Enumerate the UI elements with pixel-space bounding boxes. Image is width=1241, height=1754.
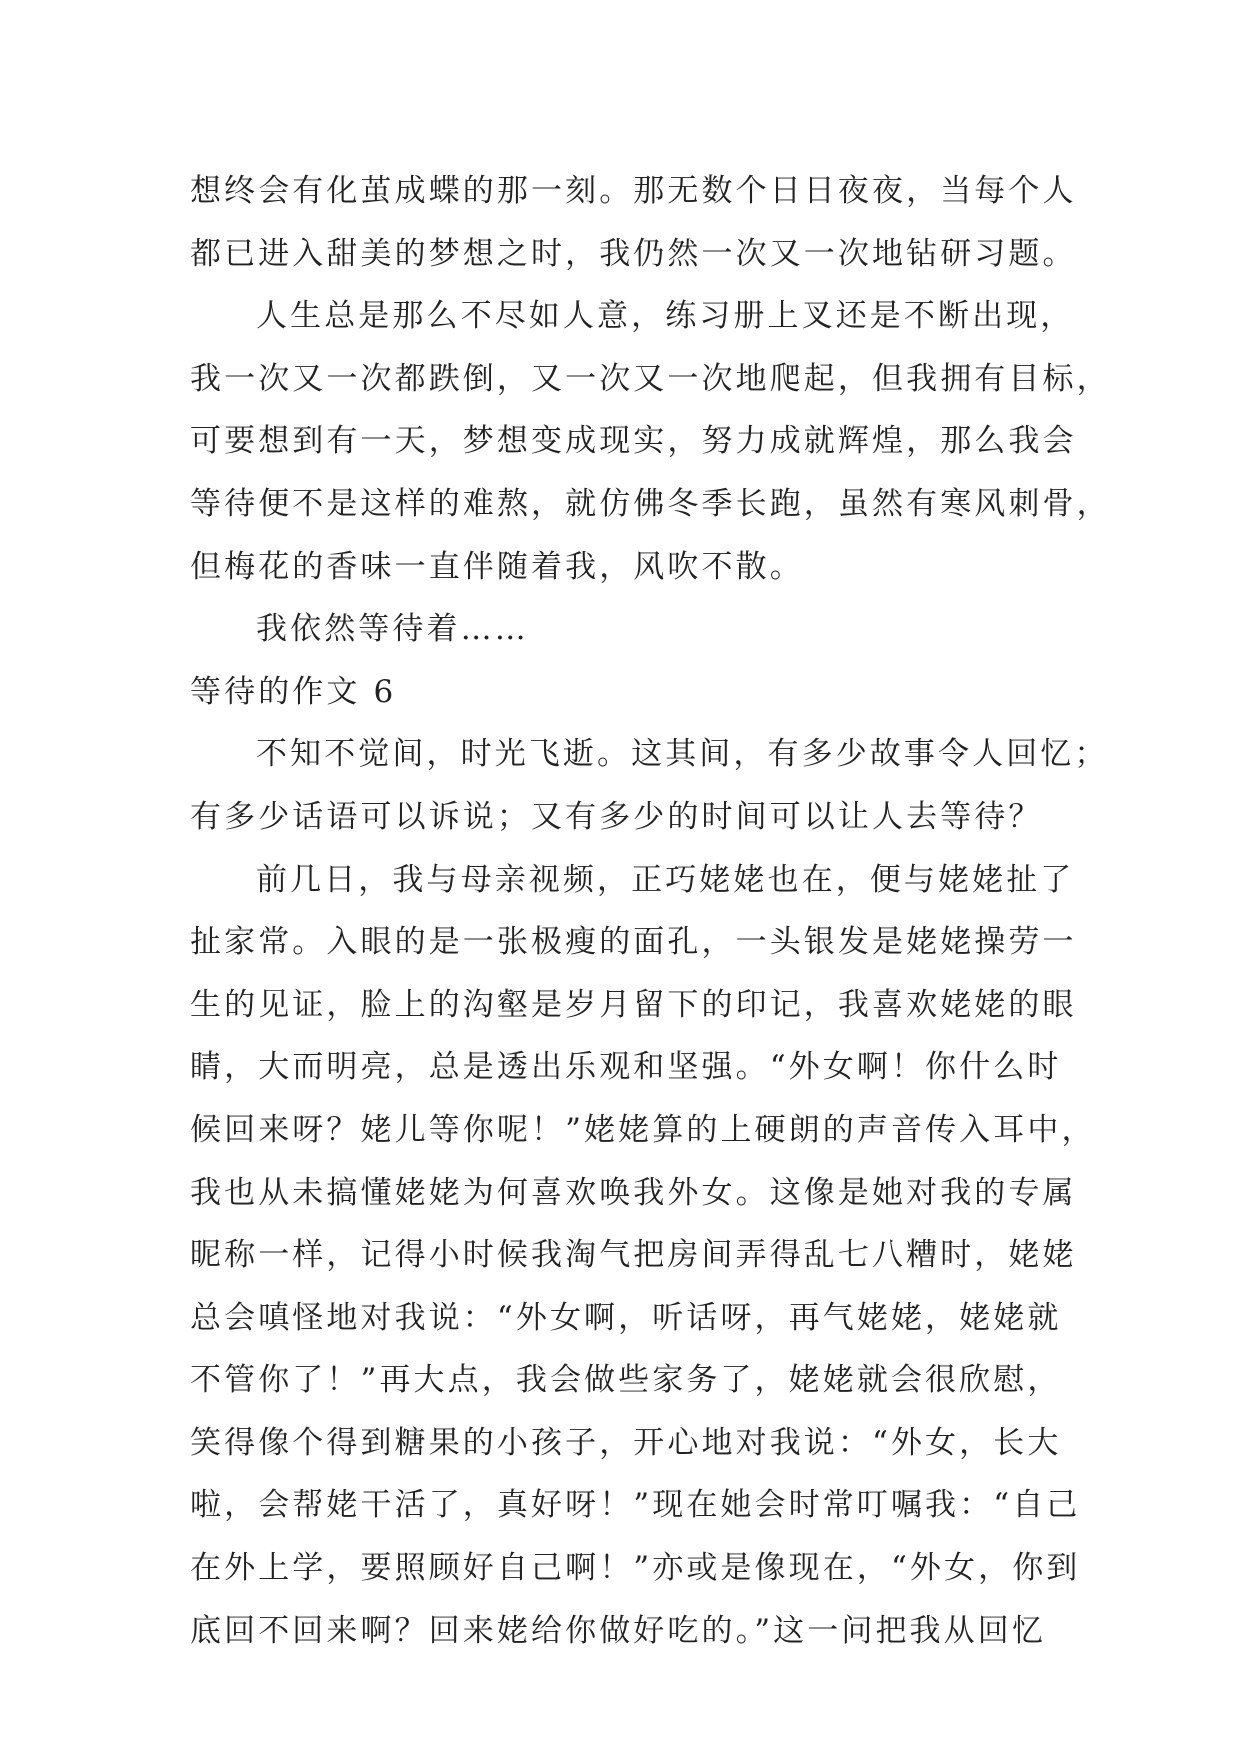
text-line-10: 不知不觉间，时光飞逝。这其间，有多少故事令人回忆； (256, 736, 1109, 773)
text-line-5: 可要想到有一天，梦想变成现实，努力成就辉煌，那么我会 (190, 423, 1077, 460)
text-line-19: 总会嗔怪地对我说：“外女啊，听话呀，再气姥姥，姥姥就 (190, 1299, 1062, 1336)
section-heading: 等待的作文 6 (190, 673, 397, 710)
text-line-24: 底回不回来啊？回来姥给你做好吃的。”这一问把我从回忆 (190, 1612, 1046, 1649)
text-line-4: 我一次又一次都跌倒，又一次又一次地爬起，但我拥有目标， (190, 360, 1111, 397)
document-body (190, 160, 1111, 1662)
text-line-6: 等待便不是这样的难熬，就仿佛冬季长跑，虽然有寒风刺骨， (190, 485, 1111, 522)
text-line-11: 有多少话语可以诉说；又有多少的时间可以让人去等待？ (190, 798, 1043, 835)
text-line-15: 睛，大而明亮，总是透出乐观和坚强。“外女啊！你什么时 (190, 1049, 1062, 1086)
text-line-22: 啦，会帮姥干活了，真好呀！”现在她会时常叮嘱我：“自己 (190, 1487, 1081, 1524)
text-line-21: 笑得像个得到糖果的小孩子，开心地对我说：“外女，长大 (190, 1424, 1062, 1461)
text-line-16: 候回来呀？姥儿等你呢！”姥姥算的上硬朗的声音传入耳中， (190, 1111, 1096, 1148)
text-line-14: 生的见证，脸上的沟壑是岁月留下的印记，我喜欢姥姥的眼 (190, 986, 1077, 1023)
text-line-23: 在外上学，要照顾好自己啊！”亦或是像现在，“外女，你到 (190, 1550, 1081, 1587)
text-line-12: 前几日，我与母亲视频，正巧姥姥也在，便与姥姥扯了 (256, 861, 1075, 898)
text-line-17: 我也从未搞懂姥姥为何喜欢唤我外女。这像是她对我的专属 (190, 1174, 1077, 1211)
text-line-1: 想终会有化茧成蝶的那一刻。那无数个日日夜夜，当每个人 (190, 173, 1077, 209)
text-line-8: 我依然等待着…… (256, 611, 529, 648)
text-line-18: 昵称一样，记得小时候我淘气把房间弄得乱七八糟时，姥姥 (190, 1237, 1077, 1274)
text-line-13: 扯家常。入眼的是一张极瘦的面孔，一头银发是姥姥操劳一 (190, 924, 1077, 961)
text-line-3: 人生总是那么不尽如人意，练习册上叉还是不断出现， (256, 298, 1075, 335)
text-line-20: 不管你了！”再大点，我会做些家务了，姥姥就会很欣慰， (190, 1362, 1062, 1399)
text-line-2: 都已进入甜美的梦想之时，我仍然一次又一次地钻研习题。 (190, 235, 1077, 272)
text-line-7: 但梅花的香味一直伴随着我，风吹不散。 (190, 548, 804, 585)
